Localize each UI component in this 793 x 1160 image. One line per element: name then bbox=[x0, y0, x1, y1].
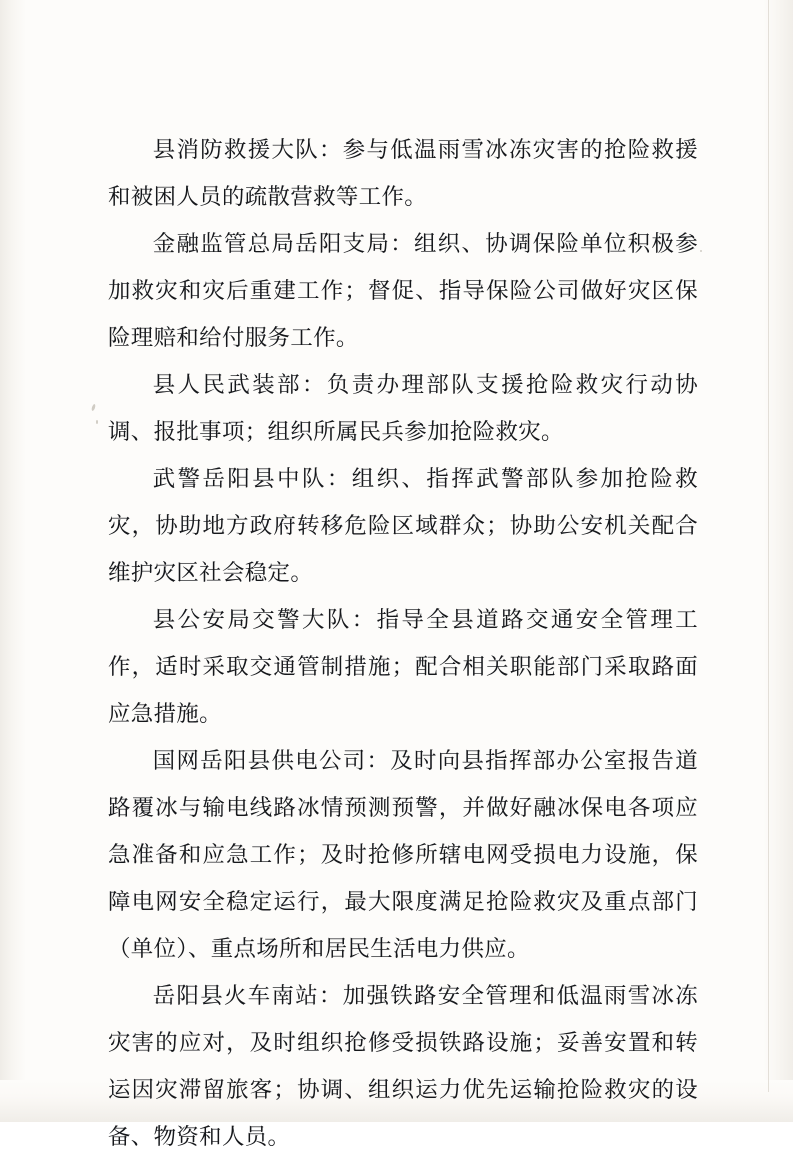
paragraph-power-supply-company: 国网岳阳县供电公司：及时向县指挥部办公室报告道路覆冰与输电线路冰情预测预警，并做好融冰保电各项应急准备和应急工作；及时抢修所辖电网受损电力设施，保障电网安全稳定运行，最大限度满足抢险救灾及重点部门（单位）、重点场所和居民生活电力供应。 bbox=[108, 748, 698, 961]
document-text-body bbox=[108, 126, 698, 1160]
paragraph-peoples-armed-forces-department: 县人民武装部：负责办理部队支援抢险救灾行动协调、报批事项；组织所属民兵参加抢险救灾。 bbox=[108, 372, 698, 444]
scan-fold-line bbox=[768, 0, 769, 1092]
paragraph-traffic-police-brigade: 县公安局交警大队：指导全县道路交通安全管理工作，适时采取交通管制措施；配合相关职能部门采取路面应急措施。 bbox=[108, 607, 698, 726]
scan-speck bbox=[96, 420, 98, 424]
paragraph-armed-police-squadron: 武警岳阳县中队：组织、指挥武警部队参加抢险救灾，协助地方政府转移危险区域群众；协助公安机关配合维护灾区社会稳定。 bbox=[108, 466, 698, 585]
scan-speck bbox=[91, 404, 96, 412]
paragraph-railway-south-station: 岳阳县火车南站：加强铁路安全管理和低温雨雪冰冻灾害的应对，及时组织抢修受损铁路设施；妥善安置和转运因灾滞留旅客；协调、组织运力优先运输抢险救灾的设备、物资和人员。 bbox=[108, 983, 698, 1149]
paragraph-financial-regulatory-branch: 金融监管总局岳阳支局：组织、协调保险单位积极参加救灾和灾后重建工作；督促、指导保险公司做好灾区保险理赔和给付服务工作。 bbox=[108, 231, 698, 350]
scan-speck bbox=[700, 250, 702, 252]
paragraph-fire-rescue-brigade: 县消防救援大队：参与低温雨雪冰冻灾害的抢险救援和被困人员的疏散营救等工作。 bbox=[108, 137, 698, 209]
scan-edge-left bbox=[0, 0, 26, 1122]
